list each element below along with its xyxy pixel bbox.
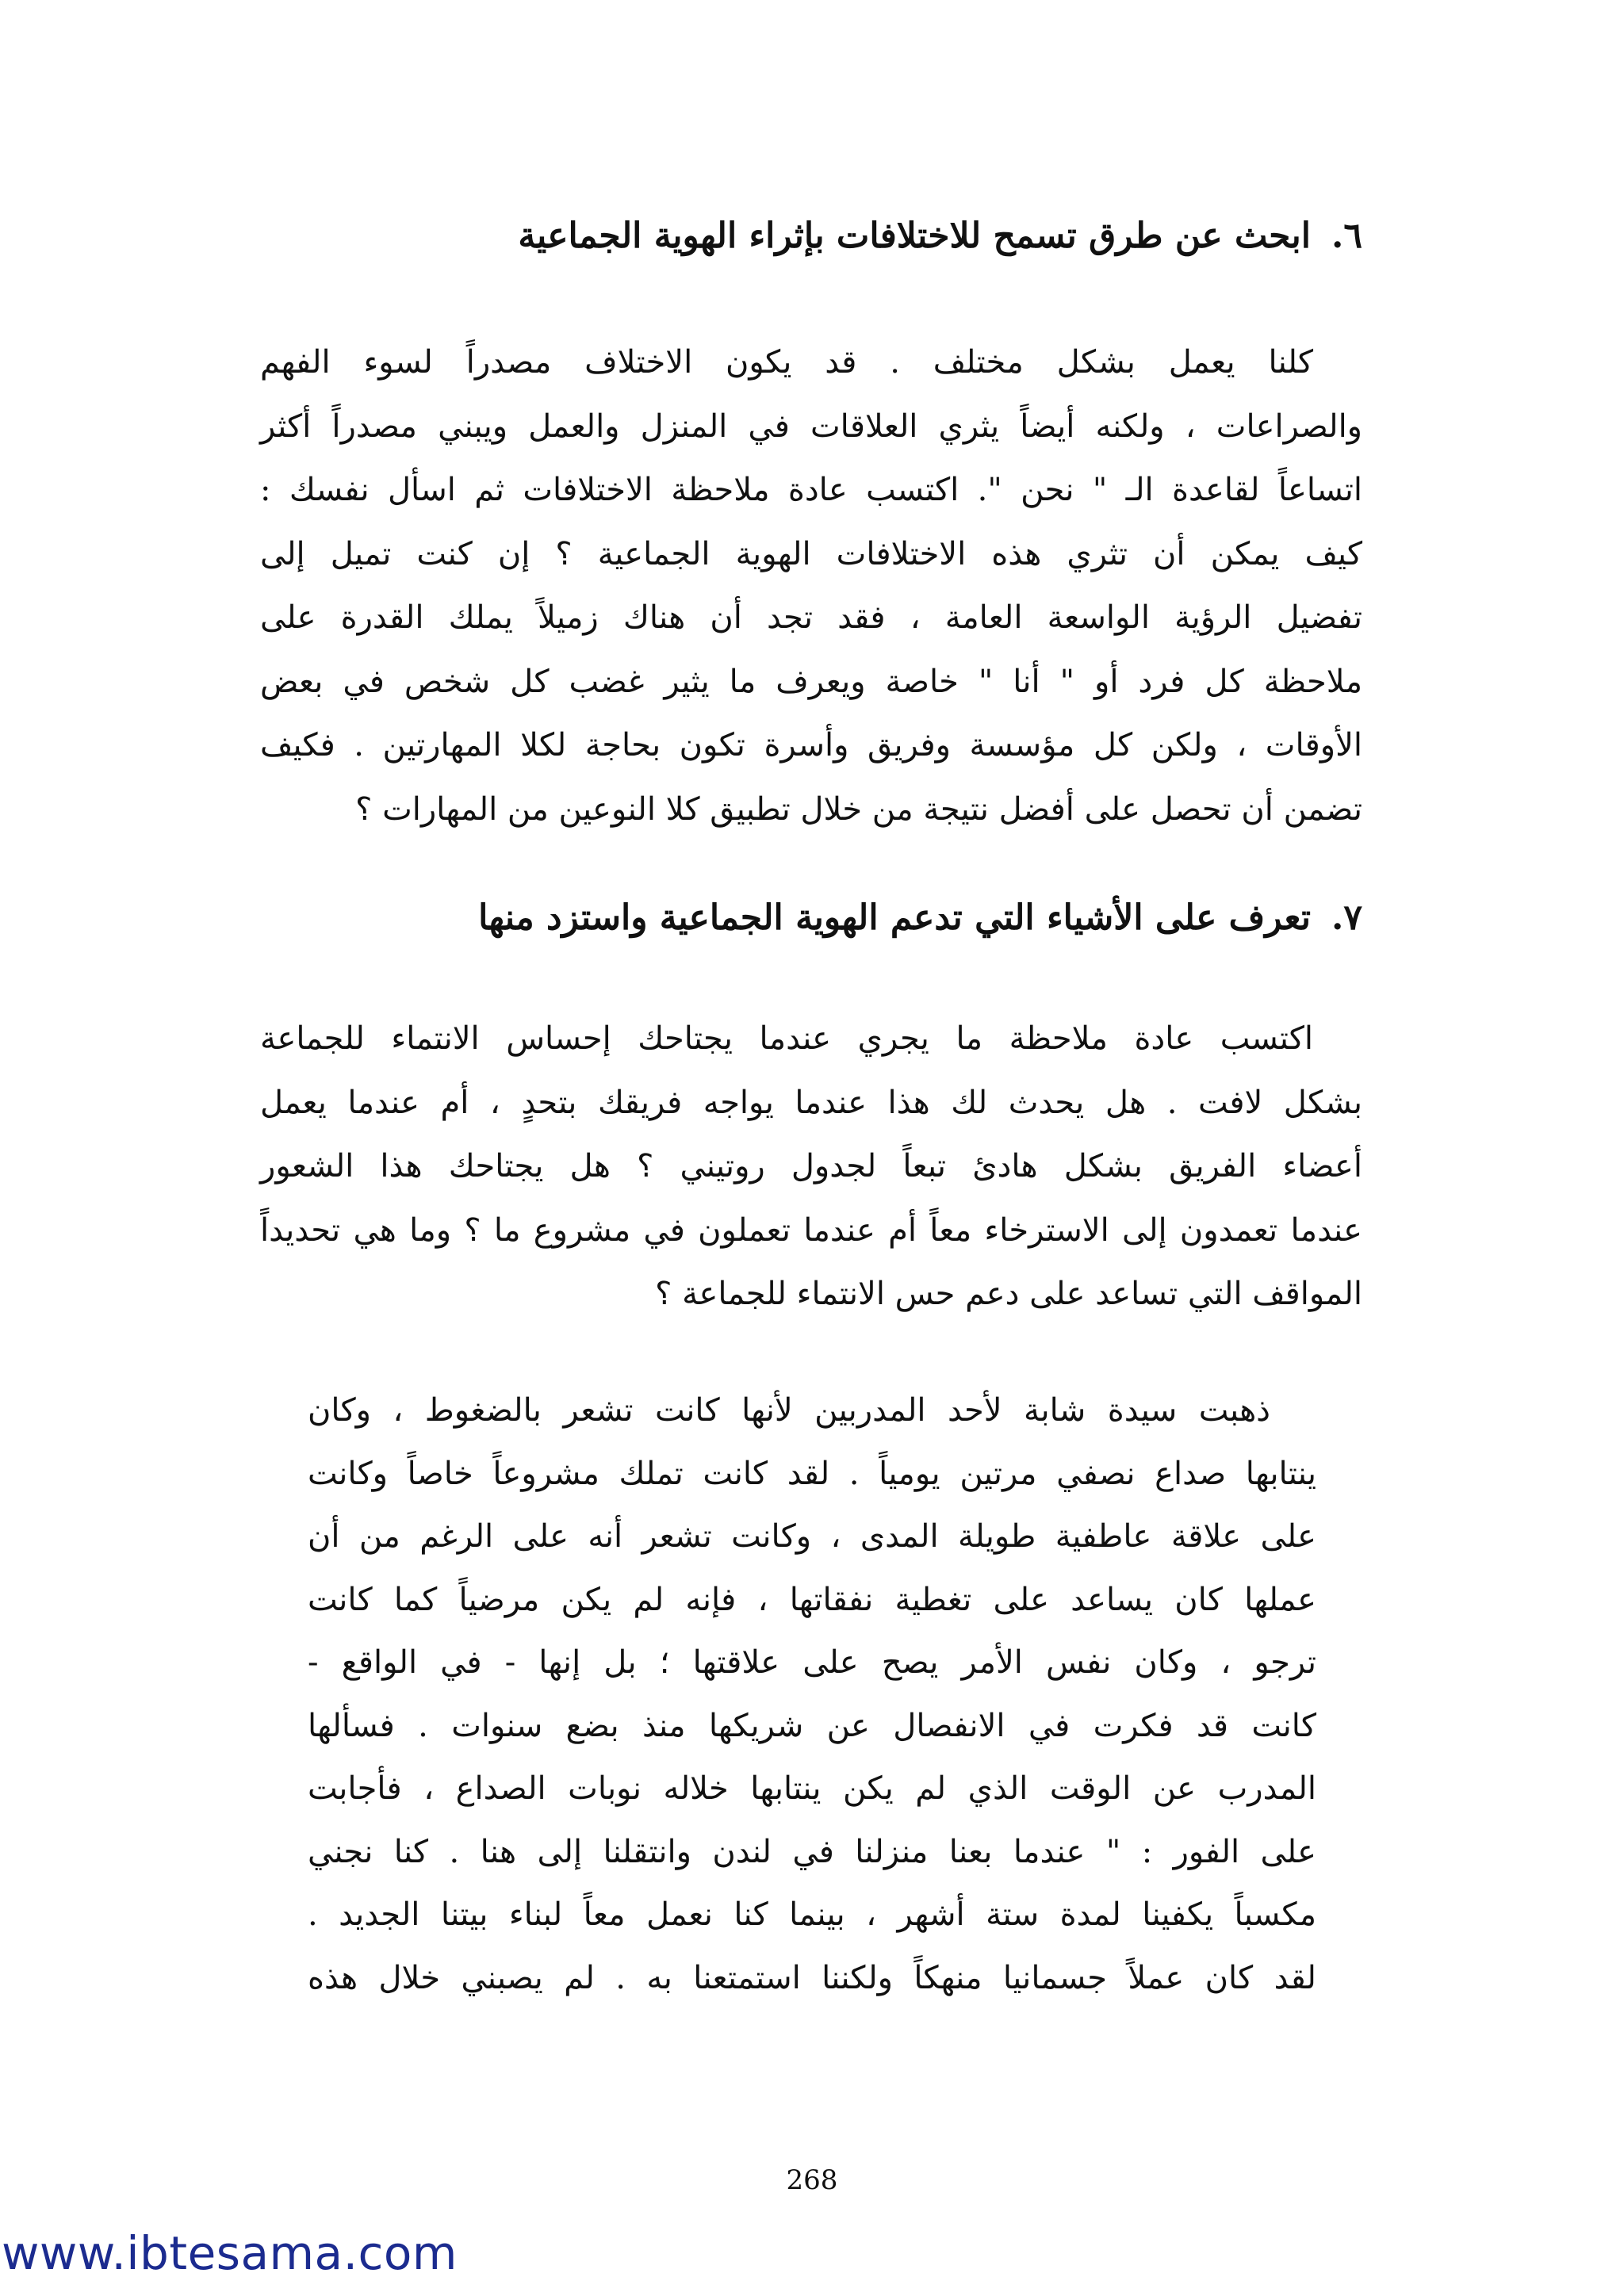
watermark-link[interactable]: www.ibtesama.com	[2, 2226, 458, 2280]
section-6-title: ابحث عن طرق تسمح للاختلافات بإثراء الهوية الجماعية	[518, 216, 1312, 256]
paragraph-line: بشكل لافت . هل يحدث لك هذا عندما يواجه فريقك بتحدٍ ، أم عندما يعمل	[260, 1084, 1362, 1121]
section-7-heading	[478, 894, 1362, 942]
story-line: ذهبت سيدة شابة لأحد المدربين لأنها كانت تشعر بالضغوط ، وكان	[308, 1392, 1270, 1429]
paragraph-line: ملاحظة كل فرد أو " أنا " خاصة ويعرف ما يثير غضب كل شخص في بعض	[260, 663, 1362, 700]
paragraph-line: اتساعاً لقاعدة الـ " نحن ". اكتسب عادة ملاحظة الاختلافات ثم اسأل نفسك :	[260, 472, 1362, 508]
paragraph-line: أعضاء الفريق بشكل هادئ تبعاً لجدول روتيني ؟ هل يجتاحك هذا الشعور	[260, 1148, 1362, 1184]
story-line: المدرب عن الوقت الذي لم يكن ينتابها خلاله نوبات الصداع ، فأجابت	[308, 1770, 1316, 1807]
page-number: 268	[786, 2164, 838, 2196]
story-line: عملها كان يساعد على تغطية نفقاتها ، فإنه لم يكن مرضياً كما كانت	[308, 1581, 1316, 1618]
story-block	[308, 1380, 1316, 2010]
paragraph-line: اكتسب عادة ملاحظة ما يجري عندما يجتاحك إحساس الانتماء للجماعة	[260, 1020, 1313, 1057]
section-6-number: ٦.	[1331, 216, 1362, 256]
paragraph-line: المواقف التي تساعد على دعم حس الانتماء للجماعة ؟	[655, 1276, 1362, 1312]
paragraph-line: تضمن أن تحصل على أفضل نتيجة من خلال تطبيق كلا النوعين من المهارات ؟	[355, 790, 1362, 828]
story-line: مكسباً يكفينا لمدة ستة أشهر ، بينما كنا نعمل معاً لبناء بيتنا الجديد .	[308, 1896, 1316, 1933]
paragraph-line: الأوقات ، ولكن كل مؤسسة وفريق وأسرة تكون بحاجة لكلا المهارتين . فكيف	[260, 727, 1362, 763]
story-line: ترجو ، وكان نفس الأمر يصح على علاقتها ؛ بل إنها - في الواقع -	[308, 1644, 1316, 1681]
paragraph-line: كلنا يعمل بشكل مختلف . قد يكون الاختلاف مصدراً لسوء الفهم	[260, 344, 1313, 381]
story-line: على علاقة عاطفية طويلة المدى ، وكانت تشعر أنه على الرغم من أن	[308, 1518, 1316, 1555]
section-7-title: تعرف على الأشياء التي تدعم الهوية الجماعية واستزد منها	[478, 897, 1312, 938]
paragraph-line: تفضيل الرؤية الواسعة العامة ، فقد تجد أن هناك زميلاً يملك القدرة على	[260, 599, 1362, 636]
paragraph-line: عندما تعمدون إلى الاسترخاء معاً أم عندما تعملون في مشروع ما ؟ وما هي تحديداً	[260, 1211, 1362, 1249]
section-7-number: ٧.	[1331, 897, 1362, 938]
paragraph-line: كيف يمكن أن تثري هذه الاختلافات الهوية الجماعية ؟ إن كنت تميل إلى	[260, 535, 1362, 572]
section-6-heading	[518, 212, 1362, 260]
story-line: ينتابها صداع نصفي مرتين يومياً . لقد كانت تملك مشروعاً خاصاً وكانت	[308, 1455, 1316, 1492]
section-7-paragraph	[260, 1007, 1362, 1326]
section-6-paragraph	[260, 331, 1362, 841]
story-line: لقد كان عملاً جسمانيا منهكاً ولكننا استمتعنا به . لم يصبني خلال هذه	[308, 1959, 1316, 1996]
story-line: على الفور : " عندما بعنا منزلنا في لندن وانتقلنا إلى هنا . كنا نجني	[308, 1833, 1316, 1870]
paragraph-line: والصراعات ، ولكنه أيضاً يثري العلاقات في المنزل والعمل ويبني مصدراً أكثر	[260, 408, 1362, 445]
story-line: كانت قد فكرت في الانفصال عن شريكها منذ بضع سنوات . فسألها	[308, 1707, 1316, 1744]
